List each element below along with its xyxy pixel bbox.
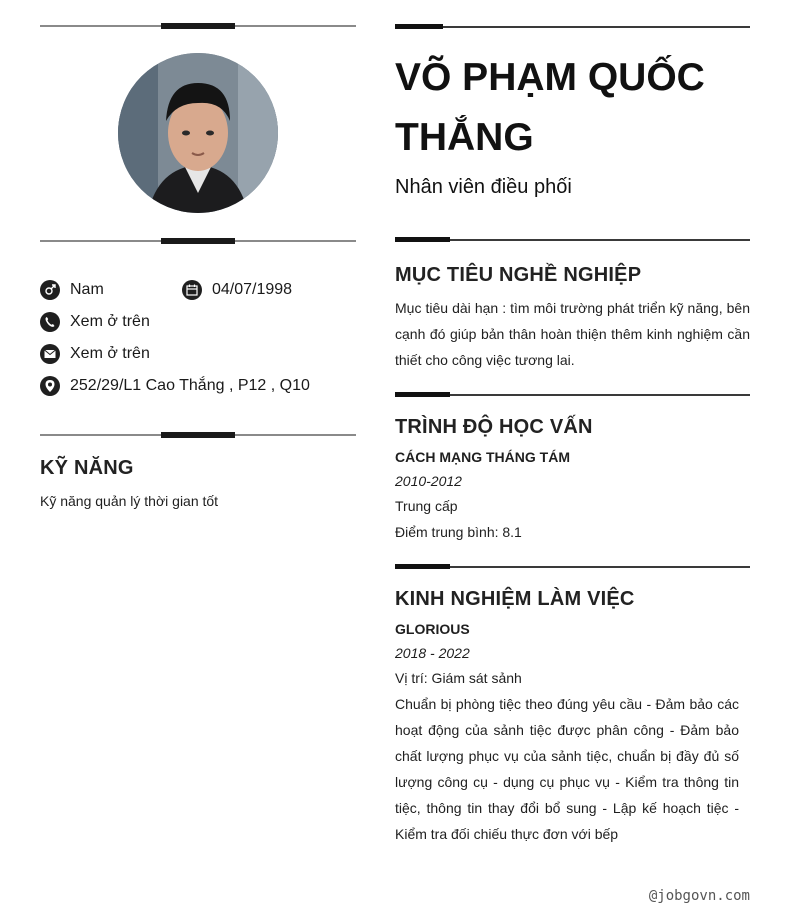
education-school: CÁCH MẠNG THÁNG TÁM (395, 449, 570, 465)
education-gpa: Điểm trung bình: 8.1 (395, 524, 522, 540)
job-title: Nhân viên điều phối (395, 176, 572, 198)
contact-phone (40, 312, 150, 332)
candidate-name: VÕ PHẠM QUỐC THẮNG (395, 56, 705, 159)
left-skills-divider (40, 434, 356, 436)
address-value: 252/29/L1 Cao Thắng , P12 , Q10 (70, 377, 310, 394)
education-title: TRÌNH ĐỘ HỌC VẤN (395, 416, 593, 438)
experience-period: 2018 - 2022 (395, 645, 470, 661)
objective-text: Mục tiêu dài hạn : tìm môi trường phát triển kỹ năng, bên cạnh đó giúp bản thân hoàn thiện thêm kinh nghiệm cần thiết cho công việc tương lai. (395, 300, 750, 368)
education-divider (395, 394, 750, 396)
experience-divider (395, 566, 750, 568)
profile-photo-icon (118, 53, 278, 213)
contact-email (40, 344, 150, 364)
gender-icon (40, 280, 60, 300)
phone-value: Xem ở trên (70, 313, 150, 330)
watermark: @jobgovn.com (648, 888, 750, 904)
left-top-divider (40, 25, 356, 27)
calendar-icon (182, 280, 202, 300)
right-top-divider (395, 26, 750, 28)
skills-text: Kỹ năng quản lý thời gian tốt (40, 493, 219, 509)
experience-description: Chuẩn bị phòng tiệc theo đúng yêu cầu - Đảm bảo các hoạt động của sảnh tiệc được phân công - Đảm bảo chất lượng phục vụ của sảnh tiệc, chuẩn bị đầy đủ số lượng công cụ - dụng cụ phục vụ - Kiểm tra thông tin tiệc, thông tin thay đổi bổ sung - Lập kế hoạch tiệc - Kiểm tra đối chiếu thực đơn với bếp (395, 696, 739, 842)
avatar (118, 53, 278, 213)
experience-title: KINH NGHIỆM LÀM VIỆC (395, 588, 635, 610)
email-value: Xem ở trên (70, 345, 150, 362)
contact-birthday (182, 280, 292, 300)
objective-title: MỤC TIÊU NGHỀ NGHIỆP (395, 264, 642, 286)
contact-address (40, 376, 310, 396)
education-level: Trung cấp (395, 498, 458, 514)
left-photo-divider (40, 240, 356, 242)
email-icon (40, 344, 60, 364)
experience-position: Vị trí: Giám sát sảnh (395, 670, 522, 686)
gender-value: Nam (70, 281, 104, 298)
skills-title: KỸ NĂNG (40, 457, 134, 479)
objective-divider (395, 239, 750, 241)
education-period: 2010-2012 (395, 473, 462, 489)
experience-company: GLORIOUS (395, 621, 470, 637)
location-pin-icon (40, 376, 60, 396)
phone-icon (40, 312, 60, 332)
birthday-value: 04/07/1998 (212, 281, 293, 298)
contact-gender (40, 280, 104, 300)
